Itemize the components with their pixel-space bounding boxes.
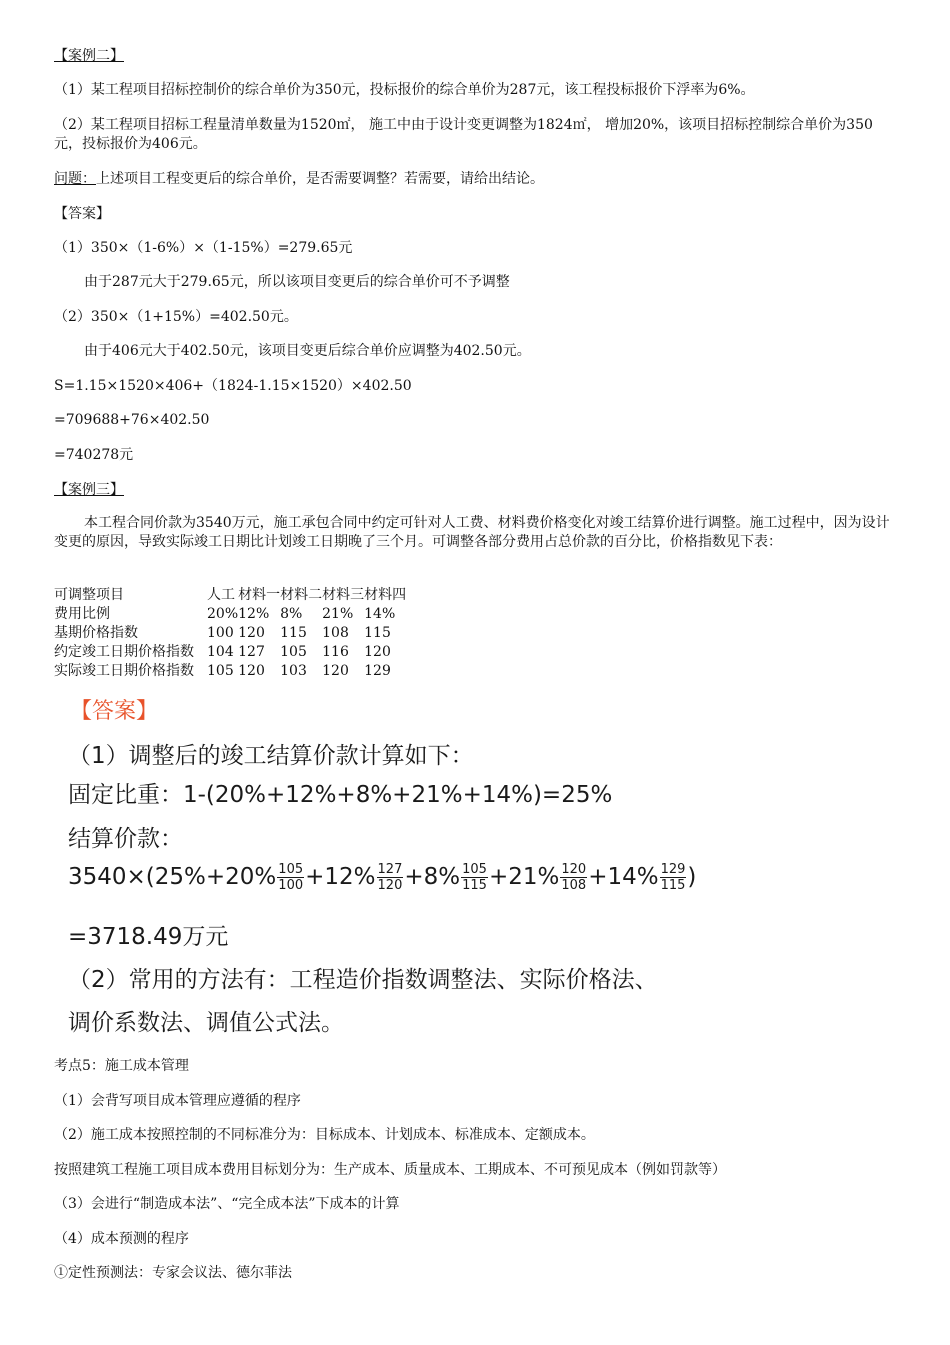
table-cell: 105 <box>280 644 307 660</box>
table-header-row <box>54 586 406 605</box>
table-cell: 约定竣工日期价格指数 <box>54 644 194 660</box>
fraction-numerator: 120 <box>561 862 587 877</box>
formula-fraction <box>377 862 404 893</box>
table-cell: 108 <box>322 625 349 641</box>
table-cell: 12% <box>238 606 270 622</box>
table-cell: 115 <box>280 625 307 641</box>
table-header-cell: 可调整项目 <box>54 587 124 603</box>
formula-fraction <box>660 862 687 893</box>
table-cell: 129 <box>364 663 391 679</box>
table-cell: 103 <box>280 663 307 679</box>
case3-paragraph: 本工程合同价款为3540万元，施工承包合同中约定可针对人工费、材料费价格变化对竣工结算价进行调整。施工过程中，因为设计变更的原因，导致实际竣工日期比计划竣工日期晚了三个月。可调整各部分费用占总价款的百分比，价格指数见下表： <box>54 515 890 550</box>
table-cell: 14% <box>364 606 396 622</box>
answer-image-formula <box>68 862 696 893</box>
fraction-numerator: 127 <box>377 862 403 877</box>
answer-image-tag: 【答案】 <box>70 699 159 724</box>
formula-lead: 3540×(25%+20% <box>68 864 277 890</box>
table-cell: 费用比例 <box>54 606 110 622</box>
table-cell: 实际竣工日期价格指数 <box>54 663 194 679</box>
fraction-denominator: 115 <box>462 878 487 893</box>
fraction-denominator: 108 <box>561 878 587 893</box>
table-cell: 105 <box>207 663 234 679</box>
formula-term: +8% <box>404 864 461 890</box>
table-cell: 115 <box>364 625 391 641</box>
case2-answer-title: 【答案】 <box>54 206 110 222</box>
table-header-cell: 材料一 <box>238 587 281 603</box>
table-cell: 120 <box>238 663 265 679</box>
table-row <box>54 624 406 643</box>
case2-answer-1-note: 由于287元大于279.65元，所以该项目变更后的综合单价可不予调整 <box>84 274 510 290</box>
table-row <box>54 605 406 624</box>
case2-answer-1: （1）350×（1-6%）×（1-15%）=279.65元 <box>54 240 353 256</box>
question-text: 上述项目工程变更后的综合单价，是否需要调整？若需要，请给出结论。 <box>96 171 544 187</box>
point5-line-2: （2）施工成本按照控制的不同标准分为：目标成本、计划成本、标准成本、定额成本。 <box>54 1127 595 1143</box>
fraction-denominator: 115 <box>660 878 686 893</box>
formula-fraction <box>277 862 304 893</box>
question-label: 问题： <box>54 171 96 187</box>
table-row <box>54 662 406 681</box>
table-cell: 8% <box>280 606 303 622</box>
point5-line-3: 按照建筑工程施工项目成本费用目标划分为：生产成本、质量成本、工期成本、不可预见成本（例如罚款等） <box>54 1162 726 1178</box>
table-cell: 基期价格指数 <box>54 625 138 641</box>
answer-image-result: =3718.49万元 <box>68 924 229 950</box>
point5-title: 考点5：施工成本管理 <box>54 1058 189 1074</box>
case2-paragraph-2: （2）某工程项目招标工程量清单数量为1520㎡， 施工中由于设计变更调整为1824㎡， 增加20%，该项目招标控制综合单价为350元，投标报价为406元。 <box>54 117 873 152</box>
case2-paragraph-1: （1）某工程项目招标控制价的综合单价为350元，投标报价的综合单价为287元，该工程投标报价下浮率为6%。 <box>54 82 755 98</box>
case2-answer-2: （2）350×（1+15%）=402.50元。 <box>54 309 298 325</box>
fraction-numerator: 105 <box>278 862 304 877</box>
table-header-cell: 人工 <box>207 587 235 603</box>
table-header-cell: 材料四 <box>364 587 407 603</box>
formula-term: +21% <box>488 864 560 890</box>
fraction-denominator: 120 <box>377 878 403 893</box>
case2-question <box>54 170 544 188</box>
case2-answer-2-note: 由于406元大于402.50元，该项目变更后综合单价应调整为402.50元。 <box>84 343 531 359</box>
answer-image-methods-2: 调价系数法、调值公式法。 <box>68 1010 344 1036</box>
point5-line-4: （3）会进行“制造成本法”、“完全成本法”下成本的计算 <box>54 1196 400 1212</box>
table-header-cell: 材料二 <box>280 587 323 603</box>
table-cell: 120 <box>322 663 349 679</box>
case2-title: 【案例二】 <box>54 48 124 64</box>
table-cell: 104 <box>207 644 234 660</box>
table-cell: 120 <box>364 644 391 660</box>
formula-term: +12% <box>305 864 376 890</box>
point5-line-5: （4）成本预测的程序 <box>54 1231 189 1247</box>
case2-formula-result: =740278元 <box>54 447 134 463</box>
fraction-numerator: 105 <box>462 862 487 877</box>
fraction-denominator: 100 <box>278 878 304 893</box>
formula-term: +14% <box>588 864 659 890</box>
table-cell: 20% <box>207 606 239 622</box>
answer-image-settlement-label: 结算价款： <box>68 826 183 852</box>
price-index-table <box>54 586 406 681</box>
answer-image-line-1: （1）调整后的竣工结算价款计算如下： <box>68 743 474 769</box>
case2-formula-s: S=1.15×1520×406+（1824-1.15×1520）×402.50 <box>54 378 412 394</box>
fraction-numerator: 129 <box>660 862 686 877</box>
case2-formula-step: =709688+76×402.50 <box>54 412 210 428</box>
table-cell: 127 <box>238 644 265 660</box>
table-cell: 120 <box>238 625 265 641</box>
answer-image-fixed-ratio: 固定比重：1-(20%+12%+8%+21%+14%)=25% <box>68 782 613 808</box>
answer-image-methods-1: （2）常用的方法有：工程造价指数调整法、实际价格法、 <box>68 967 658 993</box>
table-cell: 116 <box>322 644 349 660</box>
point5-line-1: （1）会背写项目成本管理应遵循的程序 <box>54 1093 301 1109</box>
table-header-cell: 材料三 <box>322 587 365 603</box>
table-row <box>54 643 406 662</box>
table-cell: 100 <box>207 625 234 641</box>
formula-fraction <box>461 862 488 893</box>
table-cell: 21% <box>322 606 354 622</box>
formula-term: ) <box>687 864 697 890</box>
formula-fraction <box>560 862 587 893</box>
case3-title: 【案例三】 <box>54 482 124 498</box>
point5-line-6: ①定性预测法：专家会议法、德尔菲法 <box>54 1265 292 1281</box>
